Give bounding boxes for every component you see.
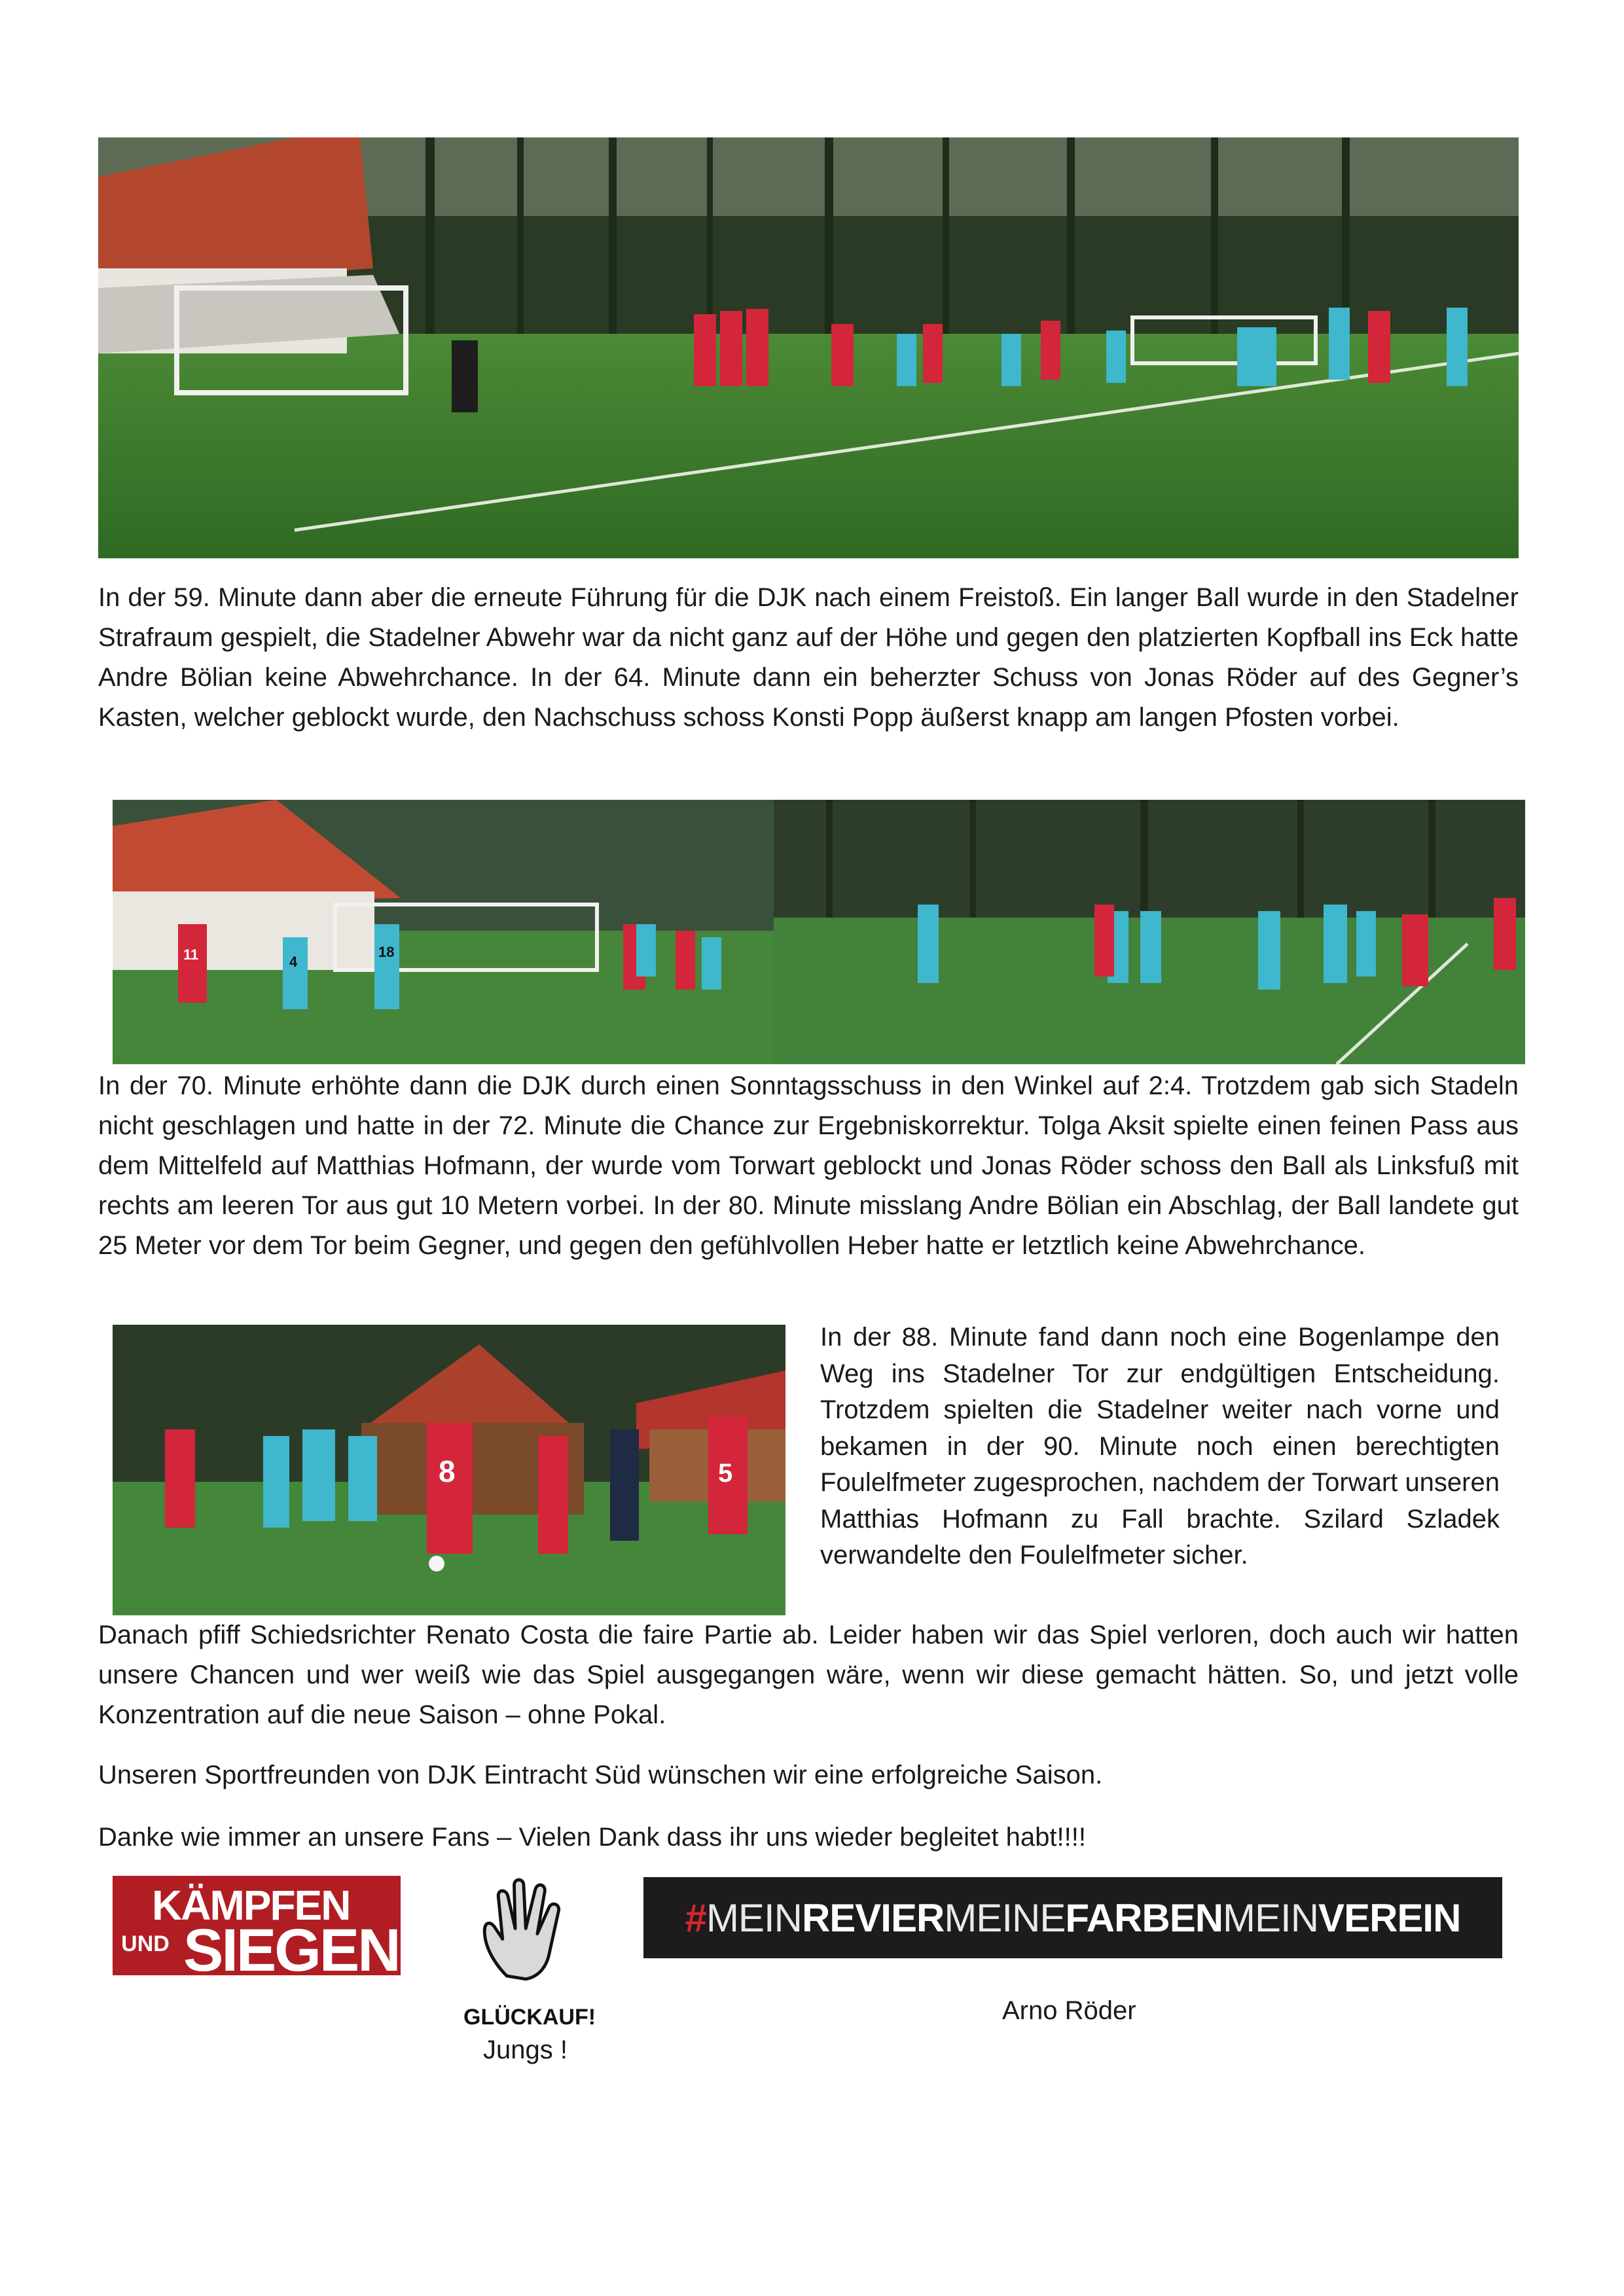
referee-penalty — [610, 1429, 639, 1541]
jersey-11: 11 — [183, 946, 199, 963]
logo-kaempfen-line3: SIEGEN — [183, 1917, 399, 1984]
hashtag-symbol: # — [685, 1895, 706, 1940]
logo-glueckauf-label: GLÜCKAUF! — [463, 2005, 596, 2030]
photo-attack-left — [113, 800, 774, 1064]
paragraph-6: Danke wie immer an unsere Fans – Vielen Dank dass ihr uns wieder begleitet habt!!!! — [98, 1823, 1086, 1852]
logo-glueckauf-caption: Jungs ! — [483, 2036, 568, 2064]
jersey-4: 4 — [289, 954, 298, 970]
logo-glueckauf — [463, 1876, 596, 2030]
hashtag-part-1: MEIN — [706, 1895, 802, 1940]
photo-penalty-image — [113, 1325, 785, 1615]
paragraph-1: In der 59. Minute dann aber die erneute Führung für die DJK nach einem Freistoß. Ein langer Ball wurde in den Stadelner Strafraum gespielt, die Stadelner Abwehr war da nicht ganz auf der Höhe und gegen den platzierten Kopfball ins Eck hatte Andre Bölian keine Abwehrchance. In der 64. Minute dann ein beherzter Schuss von Jonas Röder auf des Gegner’s Kasten, welcher geblockt wurde, den Nachschuss schoss Konsti Popp äußerst knapp am langen Pfosten vorbei. — [98, 583, 1519, 732]
paragraph-3: In der 88. Minute fand dann noch eine Bogenlampe den Weg ins Stadelner Tor zur endgültigen Entscheidung. Trotzdem spielten die Stadelner weiter nach vorne und bekamen in der 90. Minute noch einen berechtigten Foulelfmeter zugesprochen, nachdem der Torwart unseren Matthias Hofmann zu Fall brachte. Szilard Szladek verwandelte den Foulelfmeter sicher. — [820, 1323, 1500, 1570]
hand-icon — [463, 1876, 584, 2000]
hashtag-text — [643, 1877, 1502, 1958]
jersey-8: 8 — [439, 1454, 456, 1488]
author-name: Arno Röder — [1002, 1996, 1136, 2025]
photo-attack-left-image — [113, 800, 774, 1064]
photo-attack-right — [774, 800, 1525, 1064]
jersey-5: 5 — [718, 1459, 733, 1488]
ball — [429, 1556, 444, 1571]
logo-kaempfen-und-siegen — [113, 1876, 401, 1984]
logo-kaempfen-line1: KÄMPFEN — [152, 1882, 350, 1929]
logo-kaempfen-line2: UND — [121, 1931, 170, 1956]
photo-attack-right-image — [774, 800, 1525, 1064]
hashtag-part-5: MEIN — [1223, 1895, 1319, 1940]
paragraph-4: Danach pfiff Schiedsrichter Renato Costa die faire Partie ab. Leider haben wir das Spiel verloren, doch auch wir hatten unsere Chancen und wer weiß wie das Spiel ausgegangen wäre, wenn wir diese gemacht hätten. So, und jetzt volle Konzentration auf die neue Saison – ohne Pokal. — [98, 1621, 1519, 1729]
jersey-18: 18 — [378, 944, 395, 960]
photo-penalty — [113, 1325, 785, 1615]
hashtag-part-3: MEINE — [944, 1895, 1066, 1940]
hashtag-part-4: FARBEN — [1065, 1895, 1223, 1940]
hashtag-part-6: VEREIN — [1318, 1895, 1461, 1940]
paragraph-5: Unseren Sportfreunden von DJK Eintracht Süd wünschen wir eine erfolgreiche Saison. — [98, 1761, 1103, 1789]
photo-free-kick-image — [98, 137, 1519, 558]
hashtag-part-2: REVIER — [801, 1895, 945, 1940]
photo-free-kick — [98, 137, 1519, 558]
referee — [452, 340, 478, 412]
logo-hashtag-banner — [643, 1877, 1502, 1958]
paragraph-2: In der 70. Minute erhöhte dann die DJK durch einen Sonntagsschuss in den Winkel auf 2:4. Trotzdem gab sich Stadeln nicht geschlagen und hatte in der 72. Minute die Chance zur Ergebniskorrektur. Tolga Aksit spielte einen feinen Pass aus dem Mittelfeld auf Matthias Hofmann, der wurde vom Torwart geblockt und Jonas Röder schoss den Ball als Linksfuß mit rechts am leeren Tor aus gut 10 Metern vorbei. In der 80. Minute misslang Andre Bölian ein Abschlag, der Ball landete gut 25 Meter vor dem Tor beim Gegner, und gegen den gefühlvollen Heber hatte er letztlich keine Abwehrchance. — [98, 1071, 1519, 1260]
